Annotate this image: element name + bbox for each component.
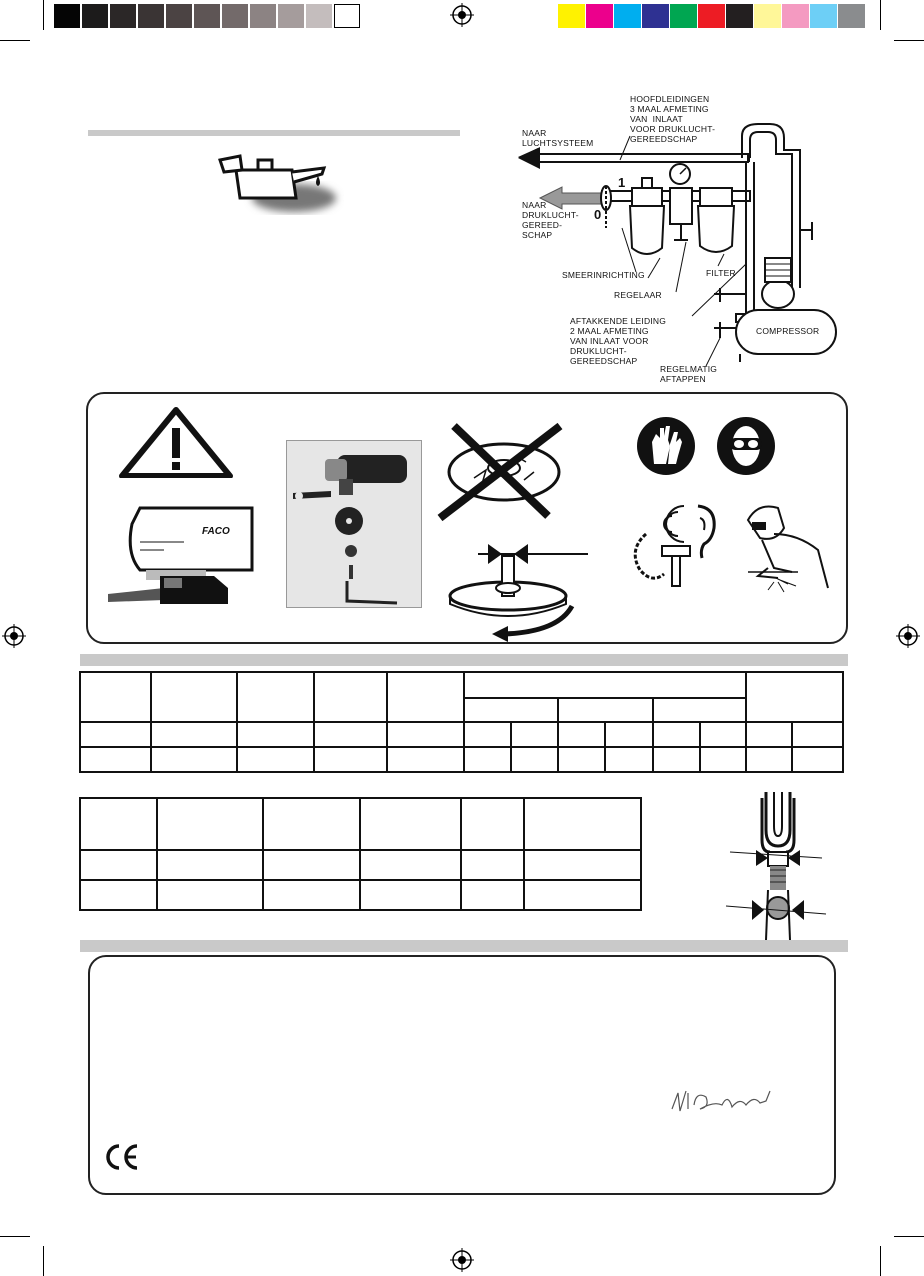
regulator-label: REGELAAR (614, 290, 662, 300)
drain-label: REGELMATIG AFTAPPEN (660, 364, 718, 384)
registration-mark-icon (896, 624, 920, 648)
ce-mark-icon (104, 1143, 140, 1171)
color-swatch (642, 4, 669, 28)
registration-mark-icon (2, 624, 26, 648)
gray-swatch (334, 4, 360, 28)
color-swatch (838, 4, 865, 28)
table-cell (464, 672, 746, 698)
gray-swatch (110, 4, 136, 28)
color-swatch (754, 4, 781, 28)
warning-triangle-icon (118, 406, 234, 478)
crop-mark (880, 1246, 881, 1276)
color-swatch (558, 4, 585, 28)
color-swatch (698, 4, 725, 28)
safety-panel (86, 392, 848, 644)
filter-label: FILTER (706, 268, 736, 278)
color-swatch (586, 4, 613, 28)
gray-swatch (278, 4, 304, 28)
crop-mark (0, 40, 30, 41)
gray-swatch (166, 4, 192, 28)
oil-can-icon (214, 148, 344, 216)
table-cell (314, 672, 387, 722)
registration-mark-icon (450, 3, 474, 27)
no-damaged-disc-icon (434, 422, 564, 522)
lubricator-label: SMEERINRICHTING (562, 270, 645, 280)
tool-accessories-image (287, 441, 421, 607)
section-divider (80, 654, 848, 666)
section-divider (80, 940, 848, 952)
signature-image (666, 1087, 786, 1117)
table-row (80, 880, 641, 910)
color-swatch (614, 4, 641, 28)
hearing-noise-icon (628, 498, 724, 598)
disc-mounting-diagram (448, 536, 588, 642)
section-divider (88, 130, 460, 136)
table-row (80, 722, 843, 747)
gray-swatch (138, 4, 164, 28)
branch-line-label: AFTAKKENDE LEIDING 2 MAAL AFMETING VAN INLAAT VOOR DRUKLUCHT- GEREEDSCHAP (570, 316, 667, 366)
color-swatch (782, 4, 809, 28)
color-swatch (670, 4, 697, 28)
gray-swatch (54, 4, 80, 28)
table-cell (387, 672, 465, 722)
table-row (80, 798, 641, 850)
crop-mark (894, 1236, 924, 1237)
grayscale-calibration-bar (54, 0, 364, 30)
table-cell (653, 698, 746, 722)
registration-mark-icon (450, 1248, 474, 1272)
table-cell (237, 672, 314, 722)
crop-mark (43, 0, 44, 30)
to-air-system-label: NAAR LUCHTSYSTEEM (522, 128, 594, 148)
tool-brand-label: FACO (202, 526, 230, 537)
to-tool-label: NAAR DRUKLUCHT- GEREED- SCHAP (522, 200, 579, 240)
accessories-table (79, 797, 642, 911)
gray-swatch (82, 4, 108, 28)
gray-swatch (194, 4, 220, 28)
crop-mark (43, 1246, 44, 1276)
valve-open-label: 1 (618, 175, 626, 190)
gray-swatch (222, 4, 248, 28)
table-cell (746, 672, 843, 722)
wear-goggles-icon (716, 416, 776, 476)
tool-accessories-photo (286, 440, 422, 608)
welder-with-mask-icon (738, 498, 838, 608)
specifications-table (79, 671, 844, 773)
table-row (80, 747, 843, 772)
gray-swatch (306, 4, 332, 28)
table-cell (80, 672, 151, 722)
table-cell (558, 698, 653, 722)
compressor-label: COMPRESSOR (756, 326, 820, 336)
gray-swatch (250, 4, 276, 28)
crop-mark (0, 1236, 30, 1237)
declaration-panel (88, 955, 836, 1195)
crop-mark (894, 40, 924, 41)
process-color-calibration-bar (558, 0, 873, 30)
color-swatch (810, 4, 837, 28)
color-swatch (726, 4, 753, 28)
main-lines-label: HOOFDLEIDINGEN 3 MAAL AFMETING VAN INLAAT VOOR DRUKLUCHT- GEREEDSCHAP (630, 94, 716, 144)
wear-gloves-icon (636, 416, 696, 476)
table-row (80, 850, 641, 880)
air-installation-diagram (510, 88, 845, 388)
crop-mark (880, 0, 881, 30)
valve-closed-label: 0 (594, 207, 602, 222)
hose-fitting-diagram (722, 790, 828, 940)
grinder-tool-icon (104, 504, 264, 608)
table-cell (151, 672, 237, 722)
table-cell (464, 698, 558, 722)
